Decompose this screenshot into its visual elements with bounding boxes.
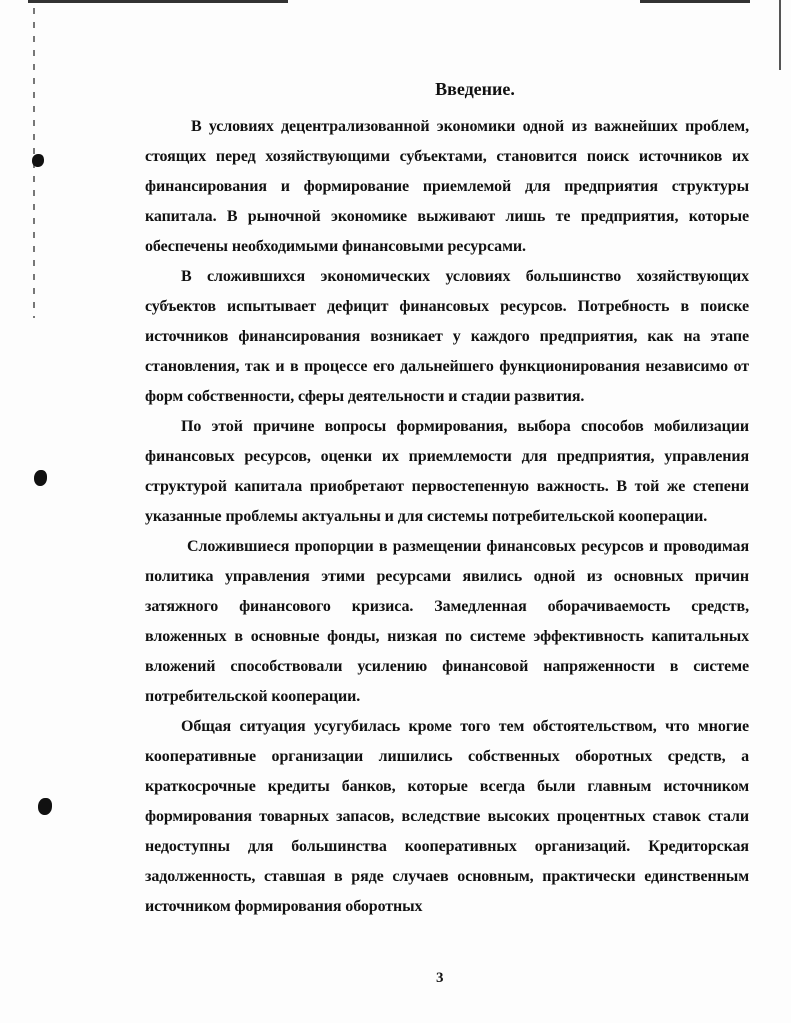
document-title: Введение. <box>435 79 515 99</box>
paragraph-1: В условиях децентрализованной экономики одной из важнейших проблем, стоящих перед хозяйствующими субъектами, становится поиск источников их финансирования и формирование приемлемой для предприятия структуры капитала. В рыночной экономике выживают лишь те предприятия, которые обеспечены необходимыми финансовыми ресурсами. <box>145 118 749 255</box>
paragraph-2: В сложившихся экономических условиях большинство хозяйствующих субъектов испытывает дефицит финансовых ресурсов. Потребность в поиске источников финансирования возникает у каждого предприятия, как на этапе становления, так и в процессе его дальнейшего функционирования независимо от форм собственности, сферы деятельности и стадии развития. <box>145 268 749 405</box>
paragraph-5: Общая ситуация усугубилась кроме того тем обстоятельством, что многие кооперативные организации лишились собственных оборотных средств, а краткосрочные кредиты банков, которые всегда были главным источником формирования товарных запасов, вследствие высоких процентных ставок стали недоступны для большинства кооперативных организаций. Кредиторская задолженность, ставшая в ряде случаев основным, практически единственным источником формирования оборотных <box>145 718 749 915</box>
binder-hole-mark <box>32 154 44 167</box>
scan-artifact-top-rule-right <box>640 0 750 3</box>
binder-hole-mark <box>34 470 47 486</box>
scan-artifact-top-rule <box>28 0 288 3</box>
paragraph-4: Сложившиеся пропорции в размещении финансовых ресурсов и проводимая политика управления этими ресурсами явились одной из основных причин затяжного финансового кризиса. Замедленная оборачиваемость средств, вложенных в основные фонды, низкая по системе эффективность капитальных вложений способствовали усилению финансовой напряженности в системе потребительской кооперации. <box>145 538 749 705</box>
page-number: 3 <box>436 970 444 986</box>
paragraph-3: По этой причине вопросы формирования, выбора способов мобилизации финансовых ресурсов, оценки их приемлемости для предприятия, управления структурой капитала приобретают первостепенную важность. В той же степени указанные проблемы актуальны и для системы потребительской кооперации. <box>145 418 749 525</box>
document-body <box>145 74 749 922</box>
binder-hole-mark <box>38 798 52 815</box>
scan-artifact-right-edge <box>779 0 781 70</box>
